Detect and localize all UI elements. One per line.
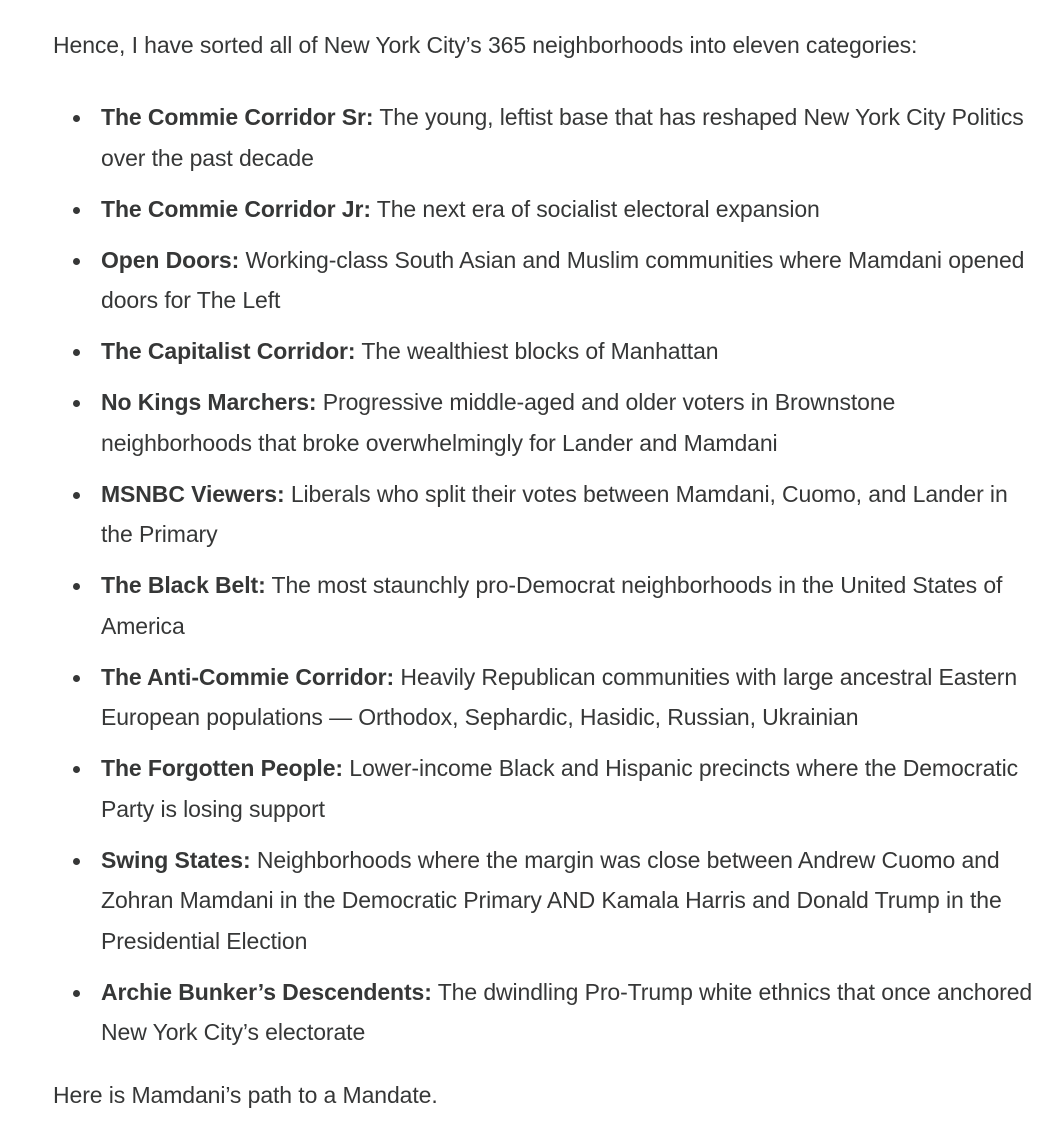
category-description: Liberals who split their votes between Mamdani, Cuomo, and Lander in the Primary — [101, 480, 1008, 547]
category-description: Working-class South Asian and Muslim communities where Mamdani opened doors for The Left — [101, 246, 1025, 313]
category-name: No Kings Marchers: — [101, 389, 317, 415]
category-item — [101, 382, 1036, 463]
category-item — [101, 748, 1036, 829]
outro-paragraph: Here is Mamdani’s path to a Mandate. — [53, 1081, 438, 1108]
category-name: The Black Belt: — [101, 572, 266, 598]
category-name: MSNBC Viewers: — [101, 480, 285, 507]
category-item — [101, 840, 1036, 962]
category-item — [101, 331, 1036, 372]
category-description: The dwindling Pro-Trump white ethnics that once anchored New York City’s electorate — [101, 978, 1033, 1045]
category-name: The Commie Corridor Sr: — [101, 104, 374, 130]
category-description: The wealthiest blocks of Manhattan — [361, 338, 719, 364]
category-name: Archie Bunker’s Descendents: — [101, 978, 432, 1005]
category-name: The Forgotten People: — [101, 755, 343, 781]
category-name: The Anti-Commie Corridor: — [101, 663, 395, 690]
category-description: Lower-income Black and Hispanic precincts where the Democratic Party is losing support — [101, 755, 1019, 822]
intro-paragraph: Hence, I have sorted all of New York City’s 365 neighborhoods into eleven categories: — [53, 32, 918, 58]
category-item — [101, 240, 1036, 321]
category-description: The most staunchly pro-Democrat neighborhoods in the United States of America — [101, 572, 1003, 639]
category-item — [101, 474, 1036, 555]
category-description: Heavily Republican communities with large ancestral Eastern European populations — Orthodox, Sephardic, Hasidic, Russian, Ukrainian — [101, 663, 1018, 730]
category-item — [101, 565, 1036, 646]
category-item — [101, 972, 1036, 1053]
category-item — [101, 657, 1036, 738]
category-name: Swing States: — [101, 846, 251, 873]
category-description: The young, leftist base that has reshaped New York City Politics over the past decade — [101, 104, 1024, 171]
category-description: Progressive middle-aged and older voters in Brownstone neighborhoods that broke overwhelmingly for Lander and Mamdani — [101, 389, 896, 456]
category-name: The Capitalist Corridor: — [101, 338, 356, 364]
category-list — [53, 97, 1036, 1053]
category-item — [101, 97, 1036, 178]
category-description: Neighborhoods where the margin was close between Andrew Cuomo and Zohran Mamdani in the Democratic Primary AND Kamala Harris and Donald Trump in the Presidential Election — [101, 846, 1002, 954]
category-name: The Commie Corridor Jr: — [101, 195, 371, 222]
category-name: Open Doors: — [101, 246, 240, 273]
category-description: The next era of socialist electoral expansion — [376, 195, 820, 222]
category-item — [101, 189, 1036, 230]
